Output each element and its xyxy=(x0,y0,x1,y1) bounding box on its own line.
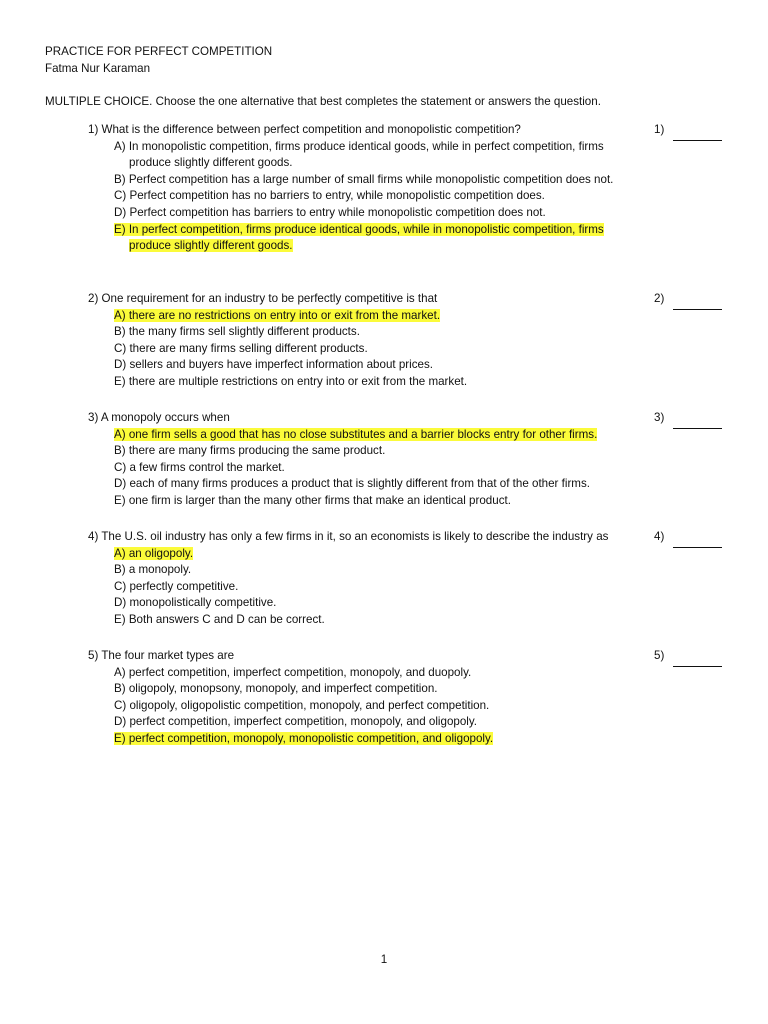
document-title: PRACTICE FOR PERFECT COMPETITION xyxy=(45,45,273,58)
answer-option: D) Perfect competition has barriers to entry while monopolistic competition does not. xyxy=(114,205,546,219)
answer-blank xyxy=(673,547,722,548)
question-stem: 3) A monopoly occurs when xyxy=(88,411,230,424)
answer-options xyxy=(114,427,648,510)
question-number: 1) xyxy=(654,123,665,136)
answer-option-highlighted: A) one firm sells a good that has no close substitutes and a barrier blocks entry for other firms. xyxy=(114,427,598,441)
answer-option: D) perfect competition, imperfect competition, monopoly, and oligopoly. xyxy=(114,715,478,729)
question-2 xyxy=(88,291,648,391)
question-1 xyxy=(88,122,648,255)
answer-option: D) each of many firms produces a product that is slightly different from that of the other firms. xyxy=(114,477,590,491)
answer-option: B) there are many firms producing the same product. xyxy=(114,444,386,458)
page-number: 1 xyxy=(380,953,388,966)
question-3 xyxy=(88,410,648,510)
answer-option: B) Perfect competition has a large number of small firms while monopolistic competition does not. xyxy=(114,172,614,186)
answer-option: C) oligopoly, oligopolistic competition, monopoly, and perfect competition. xyxy=(114,698,490,712)
answer-option: A) In monopolistic competition, firms produce identical goods, while in perfect competition, firms produce slightly different goods. xyxy=(114,139,604,170)
document-header xyxy=(45,44,272,77)
answer-option-highlighted: E) In perfect competition, firms produce identical goods, while in monopolistic competition, firms produce slightly different goods. xyxy=(114,222,604,253)
section-instructions: MULTIPLE CHOICE. Choose the one alternative that best completes the statement or answers the question. xyxy=(45,95,601,108)
answer-option: C) perfectly competitive. xyxy=(114,579,239,593)
answer-blank xyxy=(673,309,722,310)
answer-option: E) there are multiple restrictions on entry into or exit from the market. xyxy=(114,374,468,388)
question-5 xyxy=(88,648,648,748)
answer-options xyxy=(114,546,648,629)
answer-option-highlighted: A) there are no restrictions on entry into or exit from the market. xyxy=(114,308,441,322)
question-number: 2) xyxy=(654,292,665,305)
question-stem: 2) One requirement for an industry to be perfectly competitive is that xyxy=(88,292,438,305)
answer-option: B) the many firms sell slightly different products. xyxy=(114,325,360,339)
answer-option: C) a few firms control the market. xyxy=(114,460,285,474)
author-name: Fatma Nur Karaman xyxy=(45,61,151,75)
answer-options xyxy=(114,665,648,748)
answer-option: B) a monopoly. xyxy=(114,563,192,577)
answer-options xyxy=(114,139,648,255)
answer-option: E) one firm is larger than the many other firms that make an identical product. xyxy=(114,493,511,507)
answer-option: D) monopolistically competitive. xyxy=(114,596,277,610)
answer-blank xyxy=(673,140,722,141)
question-number: 5) xyxy=(654,649,665,662)
answer-option: D) sellers and buyers have imperfect information about prices. xyxy=(114,358,433,372)
answer-option-highlighted: A) an oligopoly. xyxy=(114,546,194,560)
question-stem: 1) What is the difference between perfect competition and monopolistic competition? xyxy=(88,123,521,136)
answer-options xyxy=(114,308,648,391)
answer-option: A) perfect competition, imperfect competition, monopoly, and duopoly. xyxy=(114,665,472,679)
question-stem: 4) The U.S. oil industry has only a few firms in it, so an economists is likely to describe the industry as xyxy=(88,530,609,543)
answer-blank xyxy=(673,428,722,429)
answer-option: B) oligopoly, monopsony, monopoly, and imperfect competition. xyxy=(114,682,438,696)
question-number: 3) xyxy=(654,411,665,424)
question-number: 4) xyxy=(654,530,665,543)
question-4 xyxy=(88,529,648,629)
question-stem: 5) The four market types are xyxy=(88,649,235,662)
answer-blank xyxy=(673,666,722,667)
answer-option: C) there are many firms selling different products. xyxy=(114,341,368,355)
answer-option-highlighted: E) perfect competition, monopoly, monopolistic competition, and oligopoly. xyxy=(114,731,494,745)
answer-option: E) Both answers C and D can be correct. xyxy=(114,612,325,626)
answer-option: C) Perfect competition has no barriers to entry, while monopolistic competition does. xyxy=(114,189,545,203)
